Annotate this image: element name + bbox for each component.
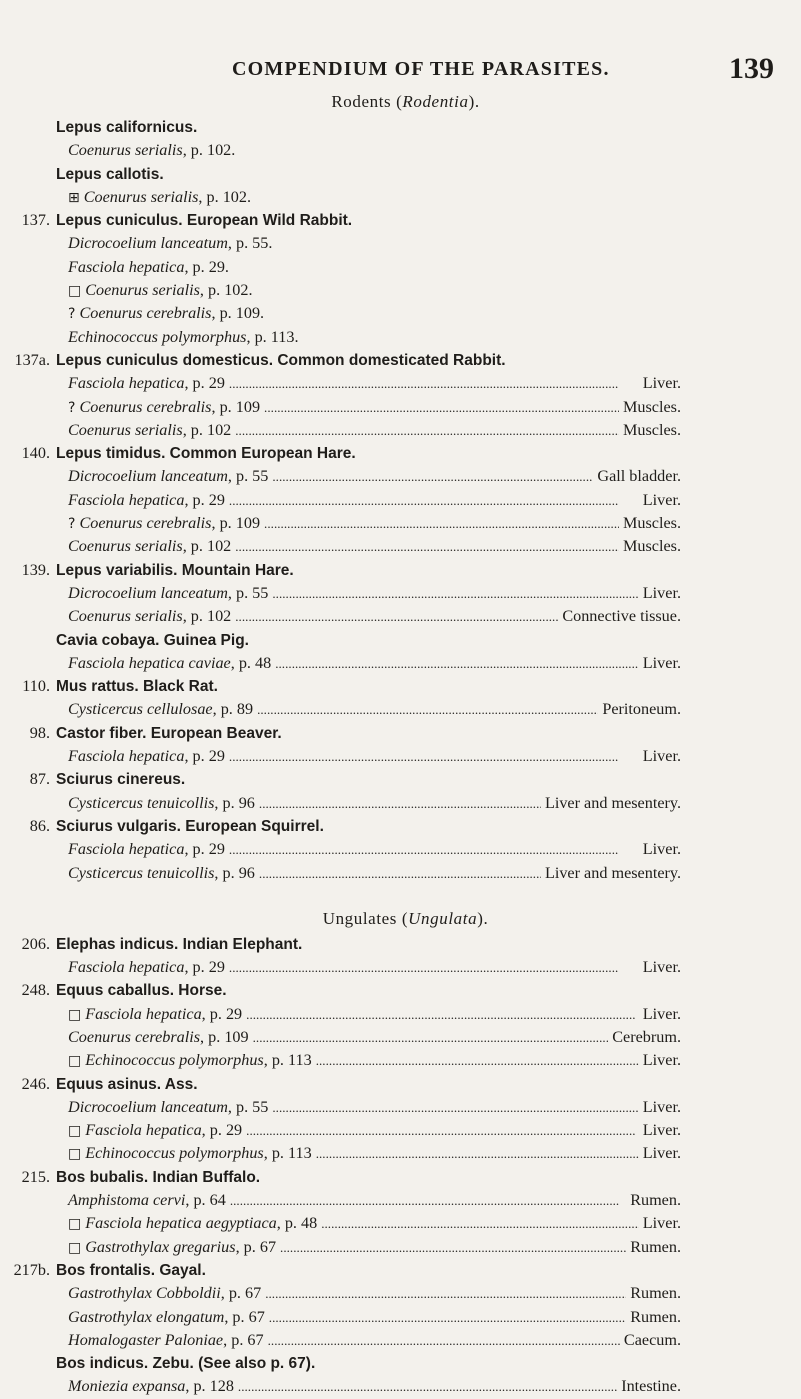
page-reference: , p. 55. [227, 234, 273, 253]
parasite-line [68, 1119, 681, 1143]
parasite-mark: ? [68, 516, 76, 533]
host-name: Cavia cobaya. Guinea Pig. [56, 631, 249, 649]
parasite-name: Coenurus serialis [68, 537, 183, 556]
parasite-line [68, 1236, 681, 1260]
page-number: 139 [729, 52, 774, 85]
parasite-line [68, 512, 681, 536]
section-heading: Rodents (Rodentia). [331, 92, 480, 111]
parasite-name: Gastrothylax elongatum [68, 1307, 225, 1326]
parasite-line [68, 419, 681, 442]
infection-site: Cerebrum. [612, 1027, 681, 1046]
parasite-entry [0, 1119, 801, 1142]
infection-site: Liver. [642, 958, 681, 977]
parasite-name: Cysticercus tenuicollis [68, 793, 215, 812]
host-entry [0, 933, 801, 956]
infection-site: Liver. [642, 1144, 681, 1163]
parasite-entry [0, 605, 801, 628]
running-head [0, 52, 801, 88]
parasite-line [68, 1049, 681, 1073]
parasite-line [68, 489, 681, 512]
parasite-entry [0, 396, 801, 419]
parasite-name: Amphistoma cervi [68, 1191, 186, 1210]
parasite-name: Coenurus serialis [68, 420, 183, 439]
infection-site: Liver. [642, 583, 681, 602]
host-entry [0, 1259, 801, 1282]
page-reference: , p. 109. [211, 304, 265, 323]
parasite-line [68, 279, 253, 303]
host-number: 217b. [13, 1260, 50, 1279]
dot-leader [316, 1142, 639, 1165]
dot-leader [272, 1096, 638, 1119]
parasite-name: Coenurus serialis [68, 141, 183, 160]
parasite-mark: □ [68, 1239, 82, 1256]
parasite-name: Fasciola hepatica [68, 840, 185, 859]
parasite-line [68, 956, 681, 979]
dot-leader [229, 372, 639, 395]
parasite-entry [0, 652, 801, 675]
dot-leader [316, 1049, 639, 1072]
dot-leader [235, 605, 558, 628]
page-reference: , p. 109 [200, 1027, 249, 1046]
host-number: 248. [21, 981, 50, 1000]
parasite-entry [0, 1096, 801, 1119]
page-reference: , p. 102 [182, 420, 232, 439]
host-number: 137. [21, 211, 50, 230]
parasite-entry [0, 232, 801, 255]
parasite-name: Homalogaster Paloniae [68, 1330, 224, 1349]
page-reference: , p. 113. [246, 327, 299, 346]
infection-site: Rumen. [630, 1237, 681, 1256]
parasite-entry [0, 372, 801, 395]
parasite-name: Coenurus cerebralis [79, 397, 212, 416]
host-number: 87. [29, 770, 50, 789]
parasite-name: Cysticercus cellulosae [68, 700, 213, 719]
host-entry [0, 442, 801, 465]
host-name: Bos bubalis. Indian Buffalo. [56, 1168, 261, 1186]
dot-leader [246, 1119, 639, 1142]
page-reference: , p. 67 [220, 1284, 262, 1303]
page-reference: , p. 102. [199, 281, 253, 300]
host-name: Lepus callotis. [56, 165, 164, 183]
parasite-entry [0, 279, 801, 302]
parasite-entry [0, 256, 801, 279]
infection-site: Rumen. [630, 1284, 681, 1303]
host-entry [0, 559, 801, 582]
dot-leader [235, 419, 619, 442]
parasite-mark: □ [68, 1053, 82, 1070]
host-number: 86. [29, 816, 50, 835]
parasite-line [68, 862, 681, 885]
parasite-name: Coenurus cerebralis [79, 514, 212, 533]
host-name: Lepus variabilis. Mountain Hare. [56, 561, 294, 579]
parasite-line [68, 745, 681, 768]
parasite-name: Fasciola hepatica [85, 1004, 202, 1023]
host-name: Lepus timidus. Common European Hare. [56, 445, 356, 463]
section-heading-word: Rodents [331, 92, 392, 111]
infection-site: Muscles. [623, 537, 681, 556]
dot-leader [275, 652, 639, 675]
parasite-mark: ? [68, 306, 76, 323]
parasite-line [68, 1282, 681, 1305]
page-reference: , p. 102 [182, 607, 232, 626]
parasite-mark: □ [68, 1216, 82, 1233]
host-entry [0, 1073, 801, 1096]
infection-site: Intestine. [621, 1377, 681, 1396]
parasite-line [68, 838, 681, 861]
parasite-line [68, 396, 681, 420]
parasite-name: Echinococcus polymorphus [85, 1144, 264, 1163]
page-reference: , p. 96 [214, 793, 255, 812]
parasite-name: Coenurus cerebralis [68, 1027, 201, 1046]
dot-leader [229, 838, 639, 861]
host-entry [0, 209, 801, 232]
host-number: 110. [22, 677, 50, 696]
parasite-line [68, 1212, 681, 1236]
parasite-name: Cysticercus tenuicollis [68, 863, 215, 882]
page-reference: , p. 29 [201, 1121, 243, 1140]
infection-site: Liver. [642, 374, 681, 393]
host-entry [0, 675, 801, 698]
parasite-entry [0, 512, 801, 535]
parasite-entry [0, 489, 801, 512]
parasite-entry [0, 326, 801, 349]
parasite-entry [0, 582, 801, 605]
parasite-name: Fasciola hepatica aegyptiaca [85, 1214, 277, 1233]
dot-leader [259, 792, 541, 815]
dot-leader [272, 582, 638, 605]
page-reference: , p. 67 [224, 1307, 265, 1326]
page-reference: , p. 29 [184, 747, 225, 766]
parasite-entry [0, 1189, 801, 1212]
page-reference: , p. 29 [184, 840, 225, 859]
host-name: Equus asinus. Ass. [56, 1075, 198, 1093]
parasite-line [68, 652, 681, 675]
parasite-entry [0, 1375, 801, 1398]
parasite-entry [0, 956, 801, 979]
parasite-line [68, 1375, 681, 1398]
page-reference: , p. 55 [227, 1097, 269, 1116]
dot-leader [229, 956, 639, 979]
parasite-entry [0, 862, 801, 885]
page-reference: , p. 29 [184, 958, 225, 977]
section-gap [0, 885, 801, 905]
parasite-name: Coenurus serialis [68, 607, 183, 626]
page-reference: , p. 29 [184, 490, 225, 509]
page-reference: , p. 55 [227, 583, 269, 602]
parasite-name: Fasciola hepatica [68, 257, 185, 276]
page-reference: , p. 48 [230, 653, 272, 672]
host-name: Castor fiber. European Beaver. [56, 724, 282, 742]
parasite-name: Coenurus serialis [85, 281, 200, 300]
page-reference: , p. 102. [198, 187, 252, 206]
dot-leader [235, 535, 619, 558]
host-number: 139. [21, 560, 50, 579]
parasite-line [68, 186, 251, 210]
infection-site: Liver. [642, 490, 681, 509]
parasite-line [68, 465, 681, 488]
parasite-line [68, 1026, 681, 1049]
dot-leader [253, 1026, 609, 1049]
host-entry [0, 815, 801, 838]
infection-site: Rumen. [630, 1307, 681, 1326]
dot-leader [238, 1375, 617, 1398]
host-number: 98. [29, 723, 50, 742]
section-heading-word: Ungulates [322, 908, 398, 928]
dot-leader [268, 1329, 620, 1352]
page-reference: , p. 102 [182, 537, 232, 556]
host-entry [0, 116, 801, 139]
infection-site: Muscles. [623, 420, 681, 439]
parasite-mark: □ [68, 283, 82, 300]
host-entry [0, 768, 801, 791]
parasite-entry [0, 535, 801, 558]
dot-leader [246, 1003, 639, 1026]
infection-site: Liver and mesentery. [544, 863, 681, 882]
parasite-line [68, 582, 681, 605]
host-number: 140. [21, 444, 50, 463]
page-reference: , p. 55 [227, 467, 269, 486]
parasite-entry [0, 792, 801, 815]
running-title: COMPENDIUM OF THE PARASITES. [232, 58, 610, 80]
parasite-mark: ⊞ [68, 189, 80, 206]
parasite-name: Dicrocoelium lanceatum [68, 1097, 228, 1116]
page-reference: , p. 128 [185, 1377, 234, 1396]
parasite-line [68, 256, 229, 279]
parasite-line [68, 232, 272, 255]
parasite-entry [0, 419, 801, 442]
dot-leader [265, 1282, 626, 1305]
page-reference: , p. 109 [211, 397, 261, 416]
host-name: Mus rattus. Black Rat. [56, 678, 218, 696]
parasite-line [68, 698, 681, 721]
parasite-name: Fasciola hepatica caviae [68, 653, 231, 672]
parasite-entry [0, 745, 801, 768]
infection-site: Liver. [642, 1051, 681, 1070]
host-number: 246. [21, 1074, 50, 1093]
section-heading-latin: Rodentia [402, 92, 469, 111]
host-entry [0, 979, 801, 1002]
parasite-name: Coenurus serialis [83, 187, 199, 206]
page-reference: , p. 102. [182, 141, 236, 160]
parasite-name: Gastrothylax Cobboldii [68, 1284, 221, 1303]
infection-site: Liver. [642, 840, 681, 859]
parasite-entry [0, 186, 801, 209]
host-name: Lepus californicus. [56, 119, 198, 136]
parasite-line [68, 605, 681, 628]
page-reference: , p. 67 [235, 1237, 277, 1256]
parasite-name: Echinococcus polymorphus [68, 327, 247, 346]
dot-leader [264, 512, 619, 535]
parasite-entry [0, 838, 801, 861]
parasite-name: Dicrocoelium lanceatum [68, 583, 228, 602]
parasite-line [68, 1189, 681, 1212]
host-name: Sciurus cinereus. [56, 771, 186, 789]
parasite-line [68, 792, 681, 815]
host-entry [0, 163, 801, 186]
host-name: Lepus cuniculus domesticus. Common domesticated Rabbit. [56, 351, 506, 369]
parasite-line [68, 1306, 681, 1329]
section-heading: Ungulates (Ungulata). [322, 908, 489, 928]
section-heading-latin: Ungulata [408, 908, 478, 928]
parasite-line [68, 1142, 681, 1166]
parasite-entry [0, 1003, 801, 1026]
infection-site: Liver. [642, 1004, 681, 1023]
parasite-mark: ? [68, 399, 76, 416]
host-number: 137a. [14, 350, 50, 369]
parasite-name: Coenurus cerebralis [79, 304, 212, 323]
parasite-name: Gastrothylax gregarius [85, 1237, 236, 1256]
host-name: Lepus cuniculus. European Wild Rabbit. [56, 212, 353, 230]
page-reference: , p. 113 [263, 1144, 312, 1163]
parasite-entry [0, 1026, 801, 1049]
parasite-name: Moniezia expansa [68, 1377, 186, 1396]
parasite-entry [0, 1142, 801, 1165]
page-reference: , p. 29. [184, 257, 229, 276]
dot-leader [257, 698, 598, 721]
parasite-mark: □ [68, 1123, 82, 1140]
page-reference: , p. 113 [263, 1051, 312, 1070]
compendium-list [0, 88, 801, 1399]
parasite-line [68, 1096, 681, 1119]
infection-site: Gall bladder. [597, 467, 681, 486]
infection-site: Peritoneum. [602, 700, 681, 719]
parasite-name: Dicrocoelium lanceatum [68, 467, 228, 486]
parasite-line [68, 372, 681, 395]
dot-leader [259, 862, 541, 885]
infection-site: Caecum. [623, 1330, 681, 1349]
dot-leader [230, 1189, 626, 1212]
page-reference: , p. 89 [212, 700, 254, 719]
parasite-entry [0, 1306, 801, 1329]
page-reference: , p. 96 [214, 863, 255, 882]
parasite-name: Fasciola hepatica [68, 958, 185, 977]
host-entry [0, 1166, 801, 1189]
infection-site: Muscles. [623, 397, 681, 416]
host-number: 215. [21, 1167, 50, 1186]
host-entry [0, 349, 801, 372]
dot-leader [272, 465, 593, 488]
dot-leader [269, 1306, 626, 1329]
dot-leader [264, 396, 619, 419]
dot-leader [229, 489, 639, 512]
infection-site: Liver. [642, 747, 681, 766]
dot-leader [280, 1236, 626, 1259]
parasite-entry [0, 139, 801, 162]
parasite-name: Fasciola hepatica [68, 490, 185, 509]
parasite-line [68, 302, 264, 326]
parasite-entry [0, 465, 801, 488]
page-reference: , p. 64 [185, 1191, 226, 1210]
parasite-line [68, 1329, 681, 1352]
infection-site: Liver. [642, 1214, 681, 1233]
host-name: Bos frontalis. Gayal. [56, 1261, 206, 1279]
page-reference: , p. 48 [276, 1214, 318, 1233]
parasite-entry [0, 1329, 801, 1352]
parasite-line [68, 139, 235, 162]
parasite-line [68, 535, 681, 558]
host-number: 206. [21, 934, 50, 953]
page-reference: , p. 109 [211, 514, 261, 533]
parasite-name: Fasciola hepatica [68, 747, 185, 766]
parasite-name: Fasciola hepatica [68, 374, 185, 393]
parasite-entry [0, 1049, 801, 1072]
page-reference: , p. 67 [223, 1330, 264, 1349]
host-entry [0, 1352, 801, 1375]
parasite-entry [0, 302, 801, 325]
infection-site: Liver. [642, 653, 681, 672]
infection-site: Rumen. [630, 1191, 681, 1210]
parasite-entry [0, 1212, 801, 1235]
page-reference: , p. 29 [201, 1004, 243, 1023]
host-name: Sciurus vulgaris. European Squirrel. [56, 817, 324, 835]
infection-site: Liver and mesentery. [544, 793, 681, 812]
host-name: Equus caballus. Horse. [56, 982, 227, 1000]
parasite-line [68, 1003, 681, 1027]
infection-site: Connective tissue. [562, 607, 681, 626]
parasite-entry [0, 1236, 801, 1259]
infection-site: Liver. [642, 1121, 681, 1140]
infection-site: Liver. [642, 1097, 681, 1116]
parasite-name: Fasciola hepatica [85, 1121, 202, 1140]
parasite-entry [0, 1282, 801, 1305]
page-reference: , p. 29 [184, 374, 225, 393]
infection-site: Muscles. [623, 514, 681, 533]
host-name: Elephas indicus. Indian Elephant. [56, 935, 303, 953]
parasite-mark: □ [68, 1146, 82, 1163]
parasite-name: Echinococcus polymorphus [85, 1051, 264, 1070]
host-entry [0, 629, 801, 652]
dot-leader [321, 1212, 639, 1235]
host-entry [0, 722, 801, 745]
parasite-mark: □ [68, 1006, 82, 1023]
parasite-name: Dicrocoelium lanceatum [68, 234, 228, 253]
parasite-line [68, 326, 299, 349]
parasite-entry [0, 698, 801, 721]
dot-leader [229, 745, 639, 768]
host-name: Bos indicus. Zebu. (See also p. 67). [56, 1355, 316, 1373]
